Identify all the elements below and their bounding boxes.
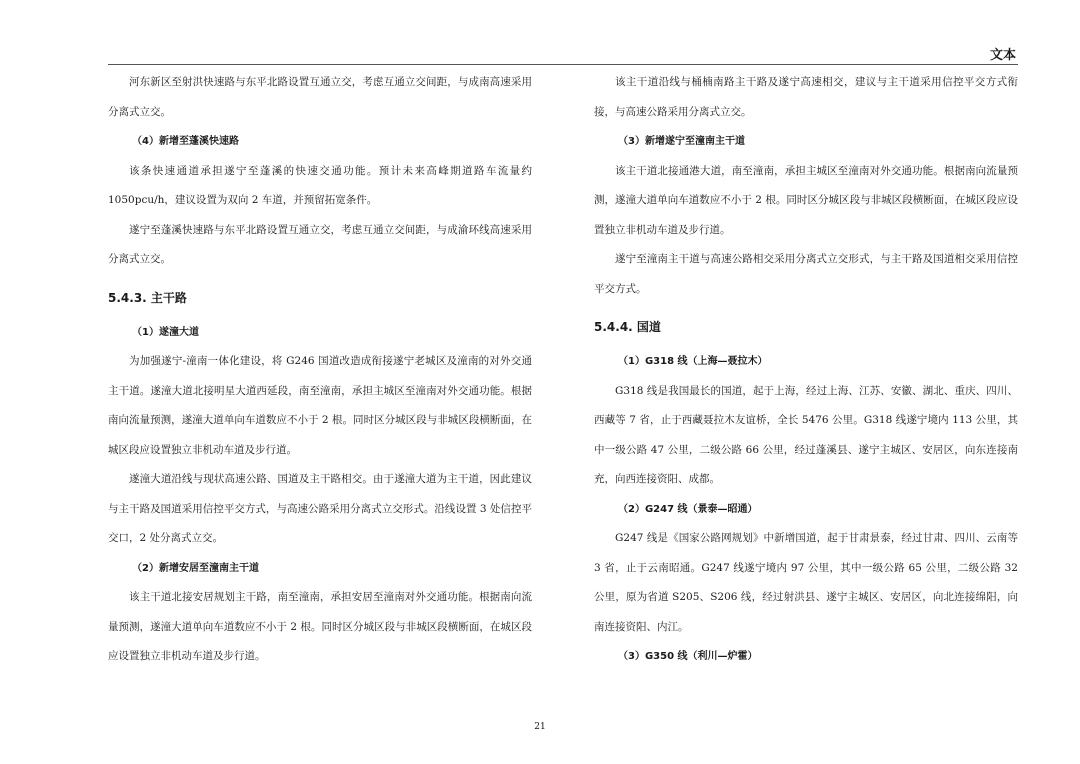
right-column — [594, 68, 1018, 672]
paragraph: 该主干道北接通港大道，南至潼南，承担主城区至潼南对外交通功能。根据南向流量预测，遂潼大道单向车道数应不小于 2 根。同时区分城区段与非城区段横断面，在城区段应设置独立非机动车道及步行道。 — [594, 164, 1018, 236]
subheading: （3）G350 线（利川—炉霍） — [618, 651, 758, 662]
paragraph: 为加强遂宁-潼南一体化建设，将 G246 国道改造成衔接遂宁老城区及潼南的对外交通主干道。遂潼大道北接明星大道西延段，南至潼南，承担主城区至潼南对外交通功能。根据南向流量预测，遂潼大道单向车道数应不小于 2 根。同时区分城区段与非城区段横断面，在城区段应设置独立非机动车道及步行道。 — [108, 355, 532, 456]
subheading: （2）新增安居至潼南主干道 — [132, 562, 259, 574]
header-divider — [108, 64, 1018, 65]
paragraph: 该主干道北接安居规划主干路，南至潼南，承担安居至潼南对外交通功能。根据南向流量预测，遂潼大道单向车道数应不小于 2 根。同时区分城区段与非城区段横断面，在城区段应设置独立非机动车道及步行道。 — [108, 591, 532, 662]
subheading: （4）新增至蓬溪快速路 — [132, 136, 239, 147]
subheading: （1）遂潼大道 — [132, 326, 199, 338]
paragraph: 该条快速通道承担遂宁至蓬溪的快速交通功能。预计未来高峰期道路车流量约1050pcu/h，建议设置为双向 2 车道，并预留拓宽条件。 — [108, 164, 532, 206]
document-header-label: 文本 — [989, 48, 1016, 63]
subheading: （3）新增遂宁至潼南主干道 — [618, 136, 745, 147]
section-heading: 5.4.3. 主干路 — [108, 290, 187, 305]
paragraph: 遂宁至蓬溪快速路与东平北路设置互通立交，考虑互通立交间距，与成渝环线高速采用分离式立交。 — [108, 223, 532, 265]
paragraph: 该主干道沿线与桶楠南路主干路及遂宁高速相交，建议与主干道采用信控平交方式衔接，与高速公路采用分离式立交。 — [594, 76, 1018, 118]
paragraph: G318 线是我国最长的国道，起于上海，经过上海、江苏、安徽、湖北、重庆、四川、西藏等 7 省，止于西藏聂拉木友谊桥，全长 5476 公里。G318 线遂宁境内 113 公里，其中一级公路 47 公里，二级公路 66 公里，经过蓬溪县、遂宁主城区、安居区，向东连接南充，向西连接资阳、成都。 — [594, 384, 1018, 485]
page-number: 21 — [534, 722, 546, 732]
subheading: （1）G318 线（上海—聂拉木） — [618, 356, 768, 367]
paragraph: 遂潼大道沿线与现状高速公路、国道及主干路相交。由于遂潼大道为主干道，因此建议与主干路及国道采用信控平交方式，与高速公路采用分离式立交形式。沿线设置 3 处信控平交口，2 处分离式立交。 — [108, 473, 532, 544]
paragraph: G247 线是《国家公路网规划》中新增国道，起于甘肃景泰，经过甘肃、四川、云南等 3 省，止于云南昭通。G247 线遂宁境内 97 公里，其中一级公路 65 公里，二级公路 32 公里，原为省道 S205、S206 线，经过射洪县、遂宁主城区、安居区，向北连接绵阳，向南连接资阳、内江。 — [594, 532, 1018, 633]
paragraph: 河东新区至射洪快速路与东平北路设置互通立交，考虑互通立交间距，与成南高速采用分离式立交。 — [108, 76, 532, 118]
paragraph: 遂宁至潼南主干道与高速公路相交采用分离式立交形式，与主干路及国道相交采用信控平交方式。 — [594, 253, 1018, 295]
section-heading: 5.4.4. 国道 — [594, 320, 661, 334]
left-column — [108, 68, 532, 672]
subheading: （2）G247 线（景泰—昭通） — [618, 503, 758, 515]
